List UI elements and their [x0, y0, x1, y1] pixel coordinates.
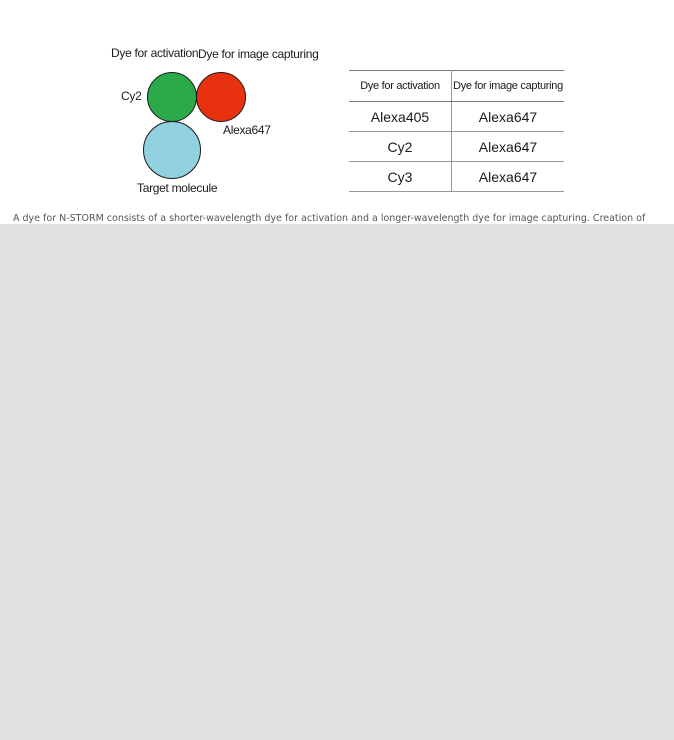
empty-area: [0, 224, 674, 740]
figure-caption: A dye for N-STORM consists of a shorter-wavelength dye for activation and a longer-wavelength dye for image capturing. Creation of: [13, 213, 646, 224]
target-molecule-circle: [143, 121, 201, 179]
table-cell: Alexa405: [349, 102, 452, 132]
table-row: [349, 162, 564, 192]
table-header-activation: Dye for activation: [349, 71, 452, 102]
capture-dye-label: Dye for image capturing: [198, 47, 319, 61]
table-header-row: [349, 71, 564, 102]
table-cell: Cy2: [349, 132, 452, 162]
alexa647-label: Alexa647: [223, 123, 271, 137]
table-row: [349, 132, 564, 162]
cy2-label: Cy2: [121, 89, 142, 103]
dye-table: [349, 70, 564, 192]
dye-figure: [0, 0, 674, 224]
activation-dye-circle: [147, 72, 197, 122]
table-cell: Alexa647: [452, 102, 565, 132]
activation-dye-label: Dye for activation: [111, 46, 199, 60]
table-row: [349, 102, 564, 132]
table-cell: Cy3: [349, 162, 452, 192]
table-header-capture: Dye for image capturing: [452, 71, 565, 102]
target-molecule-label: Target molecule: [137, 181, 218, 195]
table-cell: Alexa647: [452, 132, 565, 162]
capture-dye-circle: [196, 72, 246, 122]
table-cell: Alexa647: [452, 162, 565, 192]
